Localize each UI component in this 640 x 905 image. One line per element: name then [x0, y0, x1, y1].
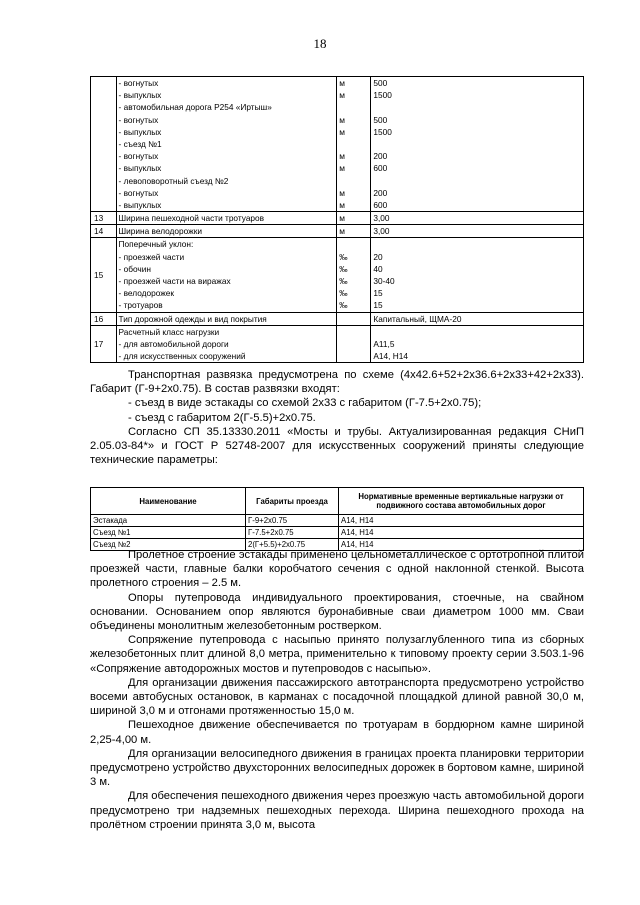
- spec-value: [371, 175, 583, 187]
- spec-row-number: 13: [91, 212, 117, 225]
- spec-parameter: - для автомобильной дороги: [118, 338, 229, 349]
- text-block-1: [90, 368, 584, 467]
- spec-value-cell: [371, 212, 584, 225]
- spec-value: 200: [373, 151, 388, 162]
- spec-value-cell: [371, 225, 584, 238]
- spec-unit: [337, 175, 370, 187]
- spec-parameter: Расчетный класс нагрузки: [118, 326, 220, 337]
- spec-unit: ‰: [339, 263, 348, 274]
- spec-unit-cell: [337, 238, 371, 312]
- spec-unit-cell: [337, 77, 371, 212]
- spec-value: 40: [373, 263, 383, 274]
- spec-value: 3,00: [373, 213, 390, 224]
- spec-value: 30-40: [373, 276, 395, 286]
- spec-row: [91, 77, 584, 212]
- cell-loads: А14, Н14: [339, 539, 584, 551]
- spec-row: [91, 325, 584, 363]
- paragraph-crossings: Для обеспечения пешеходного движения через проезжую часть автомобильной дороги предусмотрено три надземных пешеходных перехода. Ширина пешеходного прохода на пролётном строении принята 3,0 м, высота: [90, 790, 584, 831]
- spec-row-number: 14: [91, 225, 117, 238]
- spec-value: 200: [373, 187, 388, 198]
- cell-name: Съезд №2: [91, 539, 246, 551]
- spec-parameter-cell: [116, 77, 337, 212]
- spec-parameter: - тротуаров: [118, 300, 163, 311]
- spec-parameter-cell: [116, 212, 337, 225]
- spec-row: [91, 225, 584, 238]
- spec-parameter-cell: [116, 225, 337, 238]
- paragraph-superstructure: Пролетное строение эстакады применено цельнометаллическое с ортотропной плитой проезжей части, главные балки коробчатого сечения с одной наклонной стенкой. Высота пролетного строения – 2.5 м.: [90, 549, 584, 590]
- spec-value: 20: [373, 251, 383, 262]
- spec-row-number: 17: [91, 325, 117, 363]
- spec-unit: ‰: [339, 251, 348, 262]
- cell-loads: А14, Н14: [339, 527, 584, 539]
- spec-unit: ‰: [339, 276, 348, 286]
- spec-parameter-cell: [116, 238, 337, 312]
- spec-unit: [337, 338, 370, 350]
- cell-loads: А14, Н14: [339, 515, 584, 527]
- spec-value: 500: [373, 114, 388, 125]
- paragraph-bike-lanes: Для организации велосипедного движения в границах проекта планировки территории предусмотрено устройство двухсторонних велосипедных дорожек в бортовом камне, шириной 3 м.: [90, 747, 584, 789]
- spec-parameter: - выпуклых: [118, 90, 162, 101]
- cell-clearance: Г-9+2х0.75: [246, 515, 339, 527]
- spec-value: [371, 138, 583, 150]
- spec-value-cell: [371, 77, 584, 212]
- table-row: [91, 515, 584, 527]
- spec-unit: [337, 138, 370, 150]
- spec-value: 600: [373, 163, 388, 174]
- spec-parameter: - велодорожек: [118, 288, 175, 299]
- spec-parameter: Тип дорожной одежды и вид покрытия: [118, 313, 267, 324]
- spec-unit: м: [339, 151, 345, 162]
- spec-parameter: Ширина пешеходной части тротуаров: [118, 213, 265, 224]
- paragraph-bus-stops: Для организации движения пассажирского автотранспорта предусмотрено устройство восеми автобусных остановок, в карманах с посадочной площадкой длиной равной 30,0 м, шириной 3,0 м и отгонами протяженностью 15,0 м.: [90, 676, 584, 718]
- spec-table: [90, 76, 584, 363]
- text-block-2: [90, 548, 584, 832]
- spec-value: Капитальный, ЩМА-20: [373, 313, 462, 324]
- spec-value: 1500: [373, 90, 392, 101]
- list-item-ramp-1: - съезд в виде эстакады со схемой 2х33 с габаритом (Г-7.5+2х0.75);: [128, 397, 482, 410]
- spec-parameter: - проезжей части на виражах: [118, 276, 231, 286]
- paragraph-sidewalks: Пешеходное движение обеспечивается по тротуарам в бордюрном камне шириной 2,25-4,00 м.: [90, 719, 584, 746]
- header-loads: Нормативные временные вертикальные нагрузки от подвижного состава автомобильных дорог: [339, 488, 584, 515]
- spec-value: 600: [373, 199, 388, 210]
- spec-unit: ‰: [339, 288, 348, 299]
- spec-parameter: - автомобильная дорога Р254 «Иртыш»: [118, 102, 272, 113]
- spec-unit: [337, 313, 370, 325]
- spec-unit: м: [339, 213, 345, 224]
- spec-unit: [337, 101, 370, 113]
- spec-parameter: - для искусственных сооружений: [118, 351, 246, 362]
- spec-unit-cell: [337, 312, 371, 325]
- spec-row: [91, 312, 584, 325]
- paragraph-supports: Опоры путепровода индивидуального проектирования, стоечные, на свайном основании. Основанием опор являются буронабивные сваи диаметром 1000 мм. Сваи объединены монолитным железобетонным ростверком.: [90, 591, 584, 633]
- spec-parameter: - вогнутых: [118, 187, 159, 198]
- spec-parameter: - обочин: [118, 263, 151, 274]
- spec-value: 15: [373, 288, 383, 299]
- spec-unit: м: [339, 163, 345, 174]
- cell-clearance: 2(Г+5.5)+2х0.75: [246, 539, 339, 551]
- spec-value: 3,00: [373, 226, 390, 237]
- spec-parameter: - выпуклых: [118, 199, 162, 210]
- header-name: Наименование: [91, 488, 246, 515]
- spec-value: [371, 101, 583, 113]
- spec-row-number: 15: [91, 238, 117, 312]
- spec-parameter: - вогнутых: [118, 78, 159, 88]
- page-number: 18: [313, 36, 327, 51]
- spec-row-number: [91, 77, 117, 212]
- spec-unit: ‰: [339, 300, 348, 311]
- spec-parameter: Поперечный уклон:: [118, 239, 194, 250]
- cell-name: Съезд №1: [91, 527, 246, 539]
- spec-unit-cell: [337, 325, 371, 363]
- spec-parameter: - выпуклых: [118, 163, 162, 174]
- structures-table: [90, 487, 584, 551]
- spec-unit: [337, 238, 370, 250]
- spec-value: 500: [373, 78, 388, 88]
- table-row: [91, 527, 584, 539]
- spec-unit: м: [339, 187, 345, 198]
- spec-unit: [337, 326, 370, 338]
- spec-unit: [337, 350, 370, 362]
- spec-unit: м: [339, 226, 345, 237]
- spec-unit: м: [339, 90, 345, 101]
- spec-unit-cell: [337, 225, 371, 238]
- spec-value-cell: [371, 312, 584, 325]
- spec-row: [91, 212, 584, 225]
- spec-value-cell: [371, 325, 584, 363]
- spec-unit: м: [339, 114, 345, 125]
- spec-parameter: - вогнутых: [118, 151, 159, 162]
- list-item-ramp-2: - съезд с габаритом 2(Г-5.5)+2х0.75.: [128, 411, 316, 424]
- spec-parameter: - съезд №1: [118, 138, 162, 149]
- spec-parameter: Ширина велодорожки: [118, 226, 202, 237]
- spec-value: А14, Н14: [373, 351, 408, 362]
- cell-clearance: Г-7.5+2х0.75: [246, 527, 339, 539]
- cell-name: Эстакада: [91, 515, 246, 527]
- spec-value: 15: [373, 300, 383, 311]
- spec-parameter: - выпуклых: [118, 126, 162, 137]
- spec-parameter: - левоповоротный съезд №2: [118, 175, 229, 186]
- spec-value-cell: [371, 238, 584, 312]
- spec-parameter: - вогнутых: [118, 114, 159, 125]
- spec-value: 1500: [373, 126, 392, 137]
- paragraph-embankment: Сопряжение путепровода с насыпью принято полузаглубленного типа из сборных железобетонных плит длиной 8,0 метра, применительно к типовому проекту серии 3.503.1-96 «Сопряжение автодорожных мостов и путепроводов с насыпью».: [90, 634, 584, 675]
- spec-unit: м: [339, 199, 345, 210]
- header-clearance: Габариты проезда: [246, 488, 339, 515]
- spec-parameter-cell: [116, 312, 337, 325]
- spec-value: [371, 238, 583, 250]
- spec-unit: м: [339, 126, 345, 137]
- spec-row: [91, 238, 584, 312]
- spec-value: А11,5: [373, 338, 395, 349]
- paragraph-standards: Согласно СП 35.13330.2011 «Мосты и трубы. Актуализированная редакция СНиП 2.05.03-84*» и ГОСТ Р 52748-2007 для искусственных сооружений приняты следующие технические параметры:: [90, 425, 584, 467]
- spec-unit-cell: [337, 212, 371, 225]
- spec-value: [371, 326, 583, 338]
- spec-row-number: 16: [91, 312, 117, 325]
- spec-parameter-cell: [116, 325, 337, 363]
- spec-unit: м: [339, 78, 345, 88]
- paragraph-interchange: Транспортная развязка предусмотрена по схеме (4х42.6+52+2х36.6+2х33+42+2х33). Габарит (Г-9+2х0.75). В состав развязки входят:: [90, 369, 584, 396]
- spec-parameter: - проезжей части: [118, 251, 185, 262]
